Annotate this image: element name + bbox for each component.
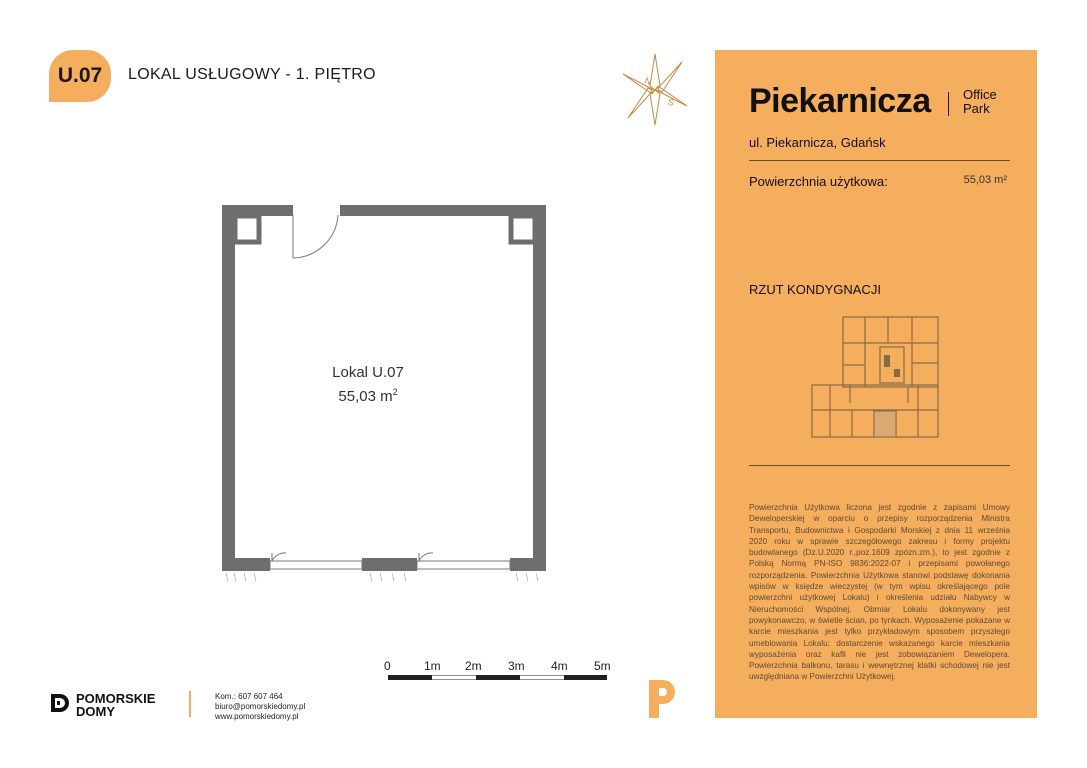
- unit-badge: [49, 50, 111, 102]
- logo-line1: POMORSKIE: [76, 691, 156, 706]
- contact-phone: Kom.: 607 607 464: [215, 692, 283, 701]
- contact-email[interactable]: biuro@pomorskiedomy.pl: [215, 702, 306, 711]
- contact-website[interactable]: www.pomorskiedomy.pl: [215, 712, 299, 721]
- room-area-value: 55,03 m: [338, 388, 393, 405]
- compass-south-label: S: [666, 96, 676, 108]
- divider-line: [749, 160, 1010, 161]
- scale-label: 1m: [424, 659, 441, 673]
- contact-info: [215, 692, 305, 722]
- brand-sub-line1: Office: [963, 87, 997, 102]
- area-value: 55,03 m²: [963, 174, 1007, 186]
- brand-name: Piekarnicza: [749, 82, 931, 120]
- area-label: Powierzchnia użytkowa:: [749, 174, 888, 189]
- room-area-unit: 2: [392, 387, 398, 397]
- divider-line: [749, 465, 1010, 466]
- door-swing: [293, 215, 338, 258]
- scale-label: 5m: [594, 659, 611, 673]
- highlighted-unit: [874, 411, 896, 437]
- scale-label: 0: [384, 659, 391, 673]
- brand-divider: [948, 92, 949, 116]
- scale-label: 3m: [508, 659, 525, 673]
- footer-divider: [189, 691, 191, 717]
- floor-overview-label: RZUT KONDYGNACJI: [749, 282, 881, 297]
- pomorskie-domy-logo-text: [76, 692, 155, 718]
- info-panel: [715, 50, 1037, 718]
- compass-north-label: N: [643, 75, 653, 88]
- plan-hatching: [226, 573, 538, 581]
- scale-bar: [388, 675, 607, 680]
- unit-code: U.07: [57, 64, 103, 87]
- room-area: [312, 387, 424, 405]
- floor-overview-plan: [810, 315, 940, 440]
- address: ul. Piekarnicza, Gdańsk: [749, 135, 886, 150]
- page-subtitle: LOKAL USŁUGOWY - 1. PIĘTRO: [128, 66, 376, 83]
- room-name: Lokal U.07: [332, 364, 404, 381]
- pomorskie-domy-logo-icon: [49, 692, 71, 714]
- logo-line2: DOMY: [76, 704, 115, 719]
- scale-label: 4m: [551, 659, 568, 673]
- brand-subtitle: [963, 88, 997, 116]
- scale-label: 2m: [465, 659, 482, 673]
- compass-icon: [620, 52, 690, 127]
- brand-sub-line2: Park: [963, 101, 990, 116]
- p-brand-icon: [649, 680, 679, 718]
- legal-disclaimer: Powierzchnia Użytkowa liczona jest zgodnie z zapisami Umowy Deweloperskiej w oparciu o przepisy rozporządzenia Ministra Transportu, Budownictwa i Gospodarki Morskiej z dnia 11 września 2020 roku w sprawie szczegółowego zakresu i formy projektu budowlanego (Dz.U.2020 r.,poz.1609 zpózn.zm.), to jest zgodnie z Polską Normą PN-ISO 9836:2022-07 i przepisami powołanego rozporządzenia. Powierzchnia Użytkowa stanowi podstawę dokonania wpisów w księdze wieczystej (w tym wpisu określającego pole powierzchni użytkowej Lokalu) i określenia udziału Nabywcy w Nieruchomości Wspólnej. Obmiar Lokalu dokonywany jest powykonawczo, w świetle ścian, po tynkach. Wyposażenie pokazane w karcie mieszkania jest tylko przykładowym sposobem przyszłego umeblowania Lokalu; dostarczenie wskazanego karcie mieszkania wyposażenia oraz kafli nie jest zobowiązaniem Dewelopera. Powierzchnia balkonu, tarasu i wewnętrznej klatki schodowej nie jest uwzględniana w Powierzchni Użytkowej.: [749, 503, 1010, 682]
